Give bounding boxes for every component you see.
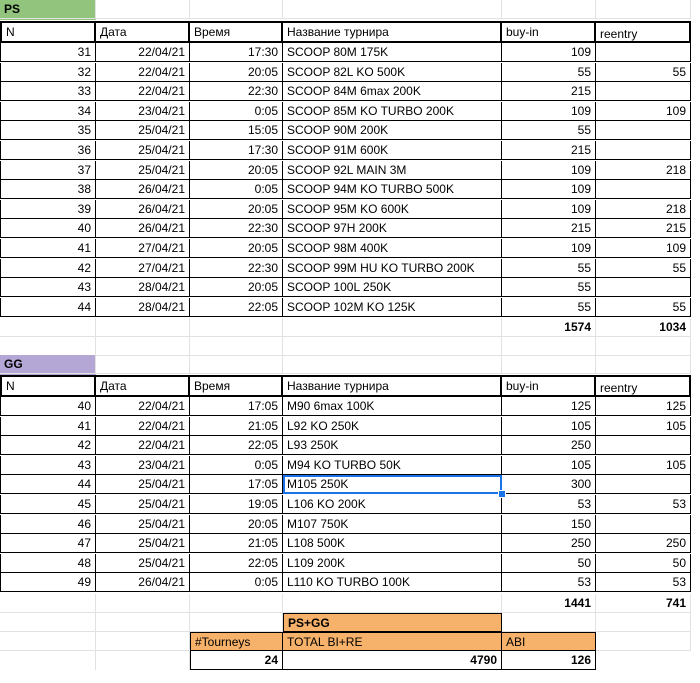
cell-time[interactable]: 19:05 [190,495,283,514]
cell-reentry[interactable]: 109 [596,239,691,258]
cell-buyin[interactable]: 109 [502,43,596,62]
cell-n[interactable]: 41 [0,239,96,258]
abi-label[interactable]: ABI [502,632,596,651]
cell-reentry[interactable] [596,180,691,199]
cell-buyin[interactable]: 109 [502,102,596,121]
gg-totals-row [0,594,700,613]
cell[interactable] [596,632,691,651]
cell[interactable] [96,337,190,356]
cell[interactable] [96,355,190,374]
total-value[interactable]: 4790 [283,651,502,670]
cell-date[interactable]: 28/04/21 [96,278,190,297]
cell-name[interactable]: SCOOP 85M KO TURBO 200K [283,102,502,121]
cell[interactable] [502,613,596,632]
cell-date[interactable]: 22/04/21 [96,43,190,62]
table-row [0,298,700,317]
cell[interactable] [596,651,691,670]
ps-header-reentry[interactable]: reentry [596,21,691,43]
cell[interactable] [0,632,96,651]
cell-buyin[interactable]: 125 [502,397,596,416]
cell-n[interactable]: 35 [0,121,96,140]
cell-name[interactable]: SCOOP 98M 400K [283,239,502,258]
cell-n[interactable]: 40 [0,397,96,416]
cell-time[interactable]: 22:05 [190,436,283,455]
cell-time[interactable]: 20:05 [190,515,283,534]
cell-reentry[interactable] [596,515,691,534]
cell-n[interactable]: 49 [0,573,96,592]
cell[interactable] [502,0,596,19]
cell-reentry[interactable]: 109 [596,102,691,121]
cell-buyin[interactable]: 55 [502,278,596,297]
ps-label-row [0,0,700,19]
gg-label[interactable]: GG [0,355,96,374]
cell-n[interactable]: 42 [0,436,96,455]
cell-reentry[interactable]: 55 [596,298,691,317]
cell-buyin[interactable]: 105 [502,456,596,475]
cell-time[interactable]: 0:05 [190,573,283,592]
cell[interactable] [0,594,96,613]
cell-buyin[interactable]: 109 [502,239,596,258]
cell-buyin[interactable]: 215 [502,82,596,101]
cell-date[interactable]: 25/04/21 [96,515,190,534]
cell[interactable] [190,0,283,19]
cell-time[interactable]: 22:30 [190,82,283,101]
cell-reentry[interactable] [596,141,691,160]
cell-reentry[interactable]: 218 [596,200,691,219]
cell-date[interactable]: 23/04/21 [96,102,190,121]
cell-n[interactable]: 44 [0,475,96,494]
gg-header-buyin[interactable]: buy-in [502,375,596,397]
cell[interactable] [283,318,502,337]
fill-handle[interactable] [498,490,506,498]
cell-n[interactable]: 47 [0,534,96,553]
cell-date[interactable]: 25/04/21 [96,161,190,180]
cell-reentry[interactable] [596,43,691,62]
table-row [0,278,700,297]
cell-n[interactable]: 34 [0,102,96,121]
cell-date[interactable]: 22/04/21 [96,417,190,436]
cell[interactable] [596,613,691,632]
table-row [0,515,700,534]
cell-time[interactable]: 0:05 [190,102,283,121]
cell[interactable] [283,0,502,19]
cell-n[interactable]: 36 [0,141,96,160]
cell-n[interactable]: 37 [0,161,96,180]
cell-name[interactable]: M94 KO TURBO 50K [283,456,502,475]
cell-buyin[interactable]: 55 [502,121,596,140]
tourneys-label[interactable]: #Tourneys [190,632,283,651]
cell-name[interactable]: SCOOP 82L KO 500K [283,63,502,82]
cell-n[interactable]: 43 [0,456,96,475]
cell-time[interactable]: 0:05 [190,456,283,475]
summary-labels-row [0,632,700,651]
cell-name[interactable]: SCOOP 97H 200K [283,219,502,238]
cell-name[interactable]: SCOOP 90M 200K [283,121,502,140]
cell-time[interactable]: 17:30 [190,43,283,62]
cell-buyin[interactable]: 105 [502,417,596,436]
cell-name[interactable]: L109 200K [283,554,502,573]
table-row [0,456,700,475]
table-row [0,102,700,121]
cell-time[interactable]: 21:05 [190,534,283,553]
table-row [0,161,700,180]
cell-time[interactable]: 20:05 [190,161,283,180]
table-row [0,554,700,573]
cell-n[interactable]: 33 [0,82,96,101]
cell-time[interactable]: 20:05 [190,278,283,297]
cell-time[interactable]: 21:05 [190,417,283,436]
cell-buyin[interactable]: 215 [502,141,596,160]
cell-date[interactable]: 26/04/21 [96,573,190,592]
cell-date[interactable]: 25/04/21 [96,141,190,160]
cell-date[interactable]: 25/04/21 [96,534,190,553]
cell-name[interactable]: L108 500K [283,534,502,553]
cell-date[interactable]: 27/04/21 [96,259,190,278]
cell-name[interactable]: SCOOP 91M 600K [283,141,502,160]
cell-name[interactable]: M105 250K [283,475,502,494]
cell-selection [283,475,502,494]
cell-buyin[interactable]: 300 [502,475,596,494]
summary-values-row [0,651,700,670]
cell-n[interactable]: 41 [0,417,96,436]
cell-time[interactable]: 22:30 [190,219,283,238]
cell-name[interactable]: M107 750K [283,515,502,534]
gg-header-name[interactable]: Название турнира [283,375,502,397]
ps-header-buyin[interactable]: buy-in [502,21,596,43]
table-row [0,495,700,514]
cell-reentry[interactable]: 55 [596,63,691,82]
table-row [0,82,700,101]
cell-buyin[interactable]: 53 [502,573,596,592]
cell-reentry[interactable]: 125 [596,397,691,416]
cell-reentry[interactable]: 105 [596,417,691,436]
cell-date[interactable]: 22/04/21 [96,436,190,455]
cell-name[interactable]: SCOOP 102M KO 125K [283,298,502,317]
table-row [0,63,700,82]
ps-total-buyin[interactable]: 1574 [502,318,596,337]
cell-buyin[interactable]: 109 [502,200,596,219]
cell-name[interactable]: L93 250K [283,436,502,455]
cell-n[interactable]: 40 [0,219,96,238]
cell-reentry[interactable] [596,278,691,297]
cell-date[interactable]: 22/04/21 [96,397,190,416]
table-row [0,534,700,553]
cell-buyin[interactable]: 150 [502,515,596,534]
tourneys-value[interactable]: 24 [190,651,283,670]
abi-value[interactable]: 126 [502,651,596,670]
cell[interactable] [96,651,190,670]
cell-time[interactable]: 17:05 [190,397,283,416]
cell[interactable] [190,318,283,337]
cell-n[interactable]: 44 [0,298,96,317]
cell-reentry[interactable] [596,436,691,455]
cell-date[interactable]: 25/04/21 [96,495,190,514]
table-row [0,200,700,219]
ps-header-time[interactable]: Время [190,21,283,43]
cell-time[interactable]: 17:05 [190,475,283,494]
cell-date[interactable]: 28/04/21 [96,298,190,317]
cell-n[interactable]: 32 [0,63,96,82]
cell-date[interactable]: 27/04/21 [96,239,190,258]
cell-buyin[interactable]: 250 [502,436,596,455]
cell[interactable] [283,355,502,374]
cell-time[interactable]: 15:05 [190,121,283,140]
table-row [0,239,700,258]
cell-time[interactable]: 20:05 [190,200,283,219]
cell-reentry[interactable]: 53 [596,573,691,592]
ps-header-date[interactable]: Дата [96,21,190,43]
cell-buyin[interactable]: 55 [502,298,596,317]
cell[interactable] [190,337,283,356]
gg-total-buyin[interactable]: 1441 [502,594,596,613]
ps-label[interactable]: PS [0,0,96,19]
blank-row [0,337,700,356]
cell-buyin[interactable]: 55 [502,259,596,278]
cell-reentry[interactable]: 55 [596,259,691,278]
cell-time[interactable]: 22:05 [190,554,283,573]
cell-n[interactable]: 43 [0,278,96,297]
cell-reentry[interactable]: 250 [596,534,691,553]
table-row [0,436,700,455]
cell[interactable] [96,632,190,651]
cell-name[interactable]: SCOOP 94M KO TURBO 500K [283,180,502,199]
gg-header-reentry[interactable]: reentry [596,375,691,397]
table-row [0,417,700,436]
cell[interactable] [0,651,96,670]
cell-date[interactable]: 25/04/21 [96,121,190,140]
cell-date[interactable]: 22/04/21 [96,63,190,82]
summary-title-row [0,613,700,632]
cell[interactable] [283,337,502,356]
cell-n[interactable]: 46 [0,515,96,534]
cell-name[interactable]: SCOOP 80M 175K [283,43,502,62]
summary-title[interactable]: PS+GG [283,613,502,632]
cell-buyin[interactable]: 53 [502,495,596,514]
cell-date[interactable]: 26/04/21 [96,219,190,238]
cell-date[interactable]: 25/04/21 [96,554,190,573]
cell-date[interactable]: 26/04/21 [96,180,190,199]
cell[interactable] [190,613,283,632]
ps-total-reentry[interactable]: 1034 [596,318,691,337]
cell-reentry[interactable]: 218 [596,161,691,180]
cell-name[interactable]: SCOOP 92L MAIN 3M [283,161,502,180]
cell-date[interactable]: 23/04/21 [96,456,190,475]
cell-name[interactable]: L92 KO 250K [283,417,502,436]
cell-time[interactable]: 20:05 [190,239,283,258]
cell-reentry[interactable]: 105 [596,456,691,475]
table-row [0,397,700,416]
cell-buyin[interactable]: 50 [502,554,596,573]
gg-header-time[interactable]: Время [190,375,283,397]
cell-buyin[interactable]: 250 [502,534,596,553]
gg-label-row [0,355,700,374]
gg-total-reentry[interactable]: 741 [596,594,691,613]
cell[interactable] [190,355,283,374]
table-row [0,219,700,238]
cell-time[interactable]: 17:30 [190,141,283,160]
cell-time[interactable]: 20:05 [190,63,283,82]
cell-reentry[interactable] [596,82,691,101]
cell-name[interactable]: SCOOP 100L 250K [283,278,502,297]
table-row [0,141,700,160]
cell[interactable] [0,613,96,632]
cell-n[interactable]: 42 [0,259,96,278]
cell[interactable] [502,355,596,374]
cell-reentry[interactable]: 53 [596,495,691,514]
cell-reentry[interactable] [596,121,691,140]
gg-header-n[interactable]: N [0,375,96,397]
cell-name[interactable]: L106 KO 200K [283,495,502,514]
cell[interactable] [96,318,190,337]
table-row [0,180,700,199]
cell-time[interactable]: 22:05 [190,298,283,317]
cell[interactable] [596,355,691,374]
cell-buyin[interactable]: 109 [502,180,596,199]
ps-header-row [0,21,700,43]
cell[interactable] [96,594,190,613]
cell-name[interactable]: L110 KO TURBO 100K [283,573,502,592]
cell-reentry[interactable]: 50 [596,554,691,573]
cell-time[interactable]: 22:30 [190,259,283,278]
ps-totals-row [0,318,700,337]
cell-name[interactable]: SCOOP 99M HU KO TURBO 200K [283,259,502,278]
cell-n[interactable]: 48 [0,554,96,573]
cell[interactable] [96,613,190,632]
cell-time[interactable]: 0:05 [190,180,283,199]
cell[interactable] [0,337,96,356]
total-label[interactable]: TOTAL BI+RE [283,632,502,651]
gg-header-row [0,375,700,397]
cell-date[interactable]: 25/04/21 [96,475,190,494]
cell-n[interactable]: 38 [0,180,96,199]
cell[interactable] [596,337,691,356]
cell-date[interactable]: 26/04/21 [96,200,190,219]
table-row [0,121,700,140]
cell[interactable] [0,318,96,337]
cell-name[interactable]: M90 6max 100K [283,397,502,416]
gg-header-date[interactable]: Дата [96,375,190,397]
cell-buyin[interactable]: 55 [502,63,596,82]
cell[interactable] [190,594,283,613]
cell-reentry[interactable]: 215 [596,219,691,238]
cell-date[interactable]: 22/04/21 [96,82,190,101]
table-row [0,573,700,592]
cell-buyin[interactable]: 215 [502,219,596,238]
cell[interactable] [502,337,596,356]
table-row [0,43,700,62]
cell[interactable] [283,594,502,613]
cell-n[interactable]: 39 [0,200,96,219]
table-row [0,259,700,278]
cell-buyin[interactable]: 109 [502,161,596,180]
cell-name[interactable]: SCOOP 95M KO 600K [283,200,502,219]
ps-header-name[interactable]: Название турнира [283,21,502,43]
cell-reentry[interactable] [596,475,691,494]
cell-n[interactable]: 45 [0,495,96,514]
ps-header-n[interactable]: N [0,21,96,43]
cell-n[interactable]: 31 [0,43,96,62]
cell-name[interactable]: SCOOP 84M 6max 200K [283,82,502,101]
cell[interactable] [596,0,691,19]
cell[interactable] [96,0,190,19]
